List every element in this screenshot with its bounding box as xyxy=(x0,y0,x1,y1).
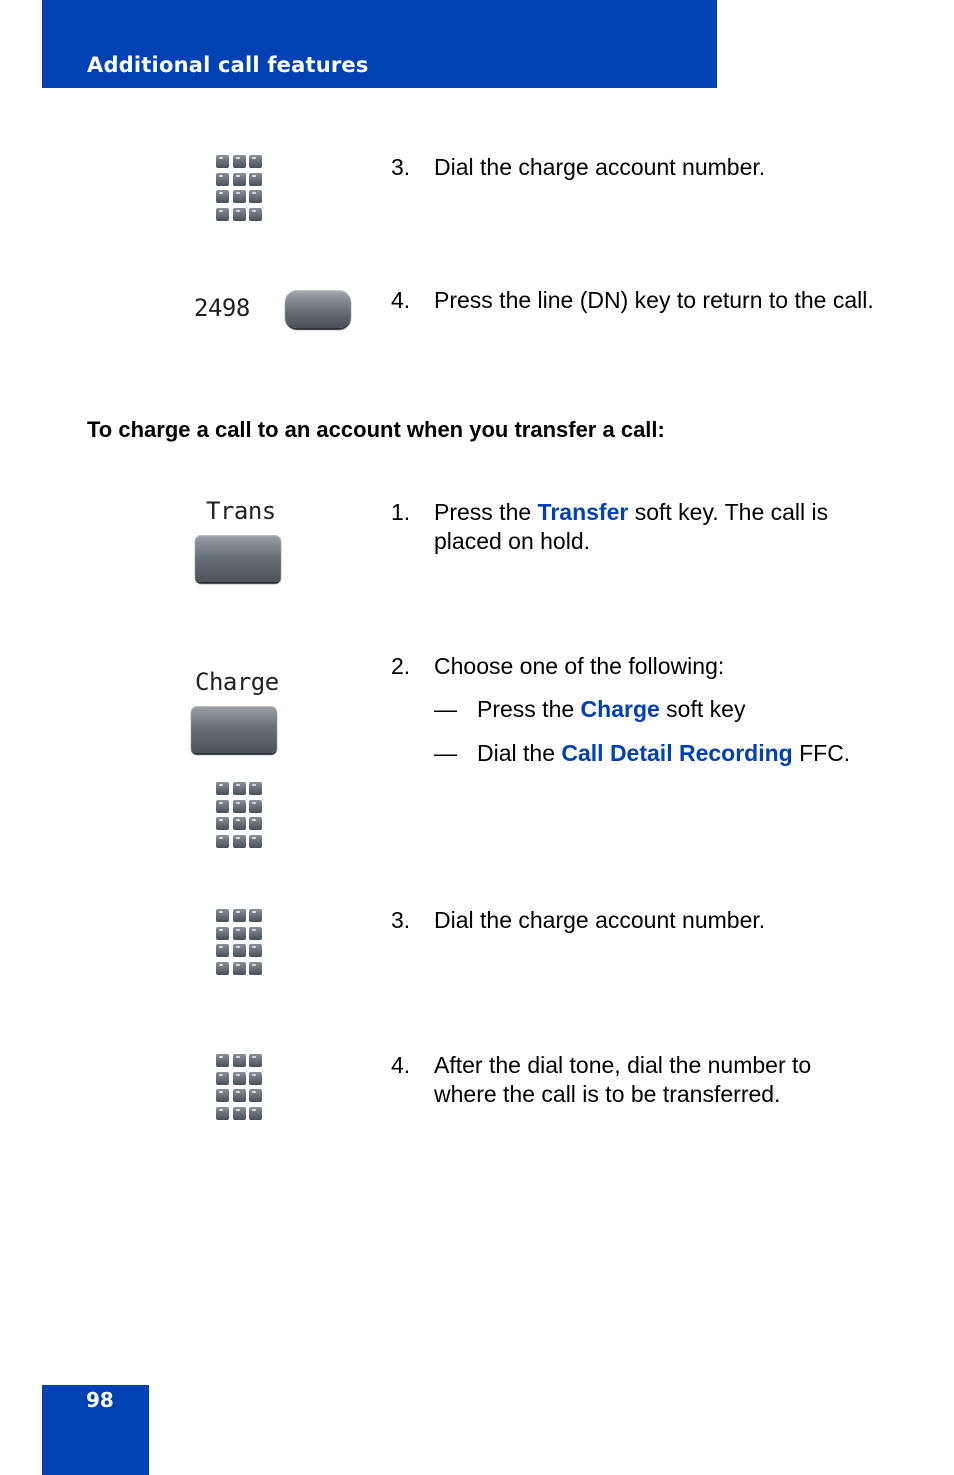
keypad-key xyxy=(249,835,262,848)
keypad-key xyxy=(233,208,246,221)
keypad-icon xyxy=(216,155,262,221)
keypad-key xyxy=(216,1107,229,1120)
keypad-key xyxy=(233,835,246,848)
page-number: 98 xyxy=(86,1388,114,1412)
step-text: Press the line (DN) key to return to the call. xyxy=(434,287,874,313)
keypad-key xyxy=(249,909,262,922)
step-text: Dial the charge account number. xyxy=(434,154,766,180)
keypad-key xyxy=(216,835,229,848)
step-text-pre: Press the xyxy=(434,499,538,525)
keypad-key xyxy=(216,1072,229,1085)
line-key-icon xyxy=(285,290,351,328)
keypad-key xyxy=(233,173,246,186)
keypad-key xyxy=(249,1054,262,1067)
keypad-key xyxy=(233,962,246,975)
step-text xyxy=(434,498,874,556)
page-number-tab xyxy=(42,1385,149,1475)
keypad-key xyxy=(216,173,229,186)
step-number: 4. xyxy=(391,287,411,313)
keypad-key xyxy=(233,944,246,957)
section-heading: To charge a call to an account when you transfer a call: xyxy=(87,417,665,442)
keypad-icon xyxy=(216,1054,262,1120)
keypad-key xyxy=(216,1054,229,1067)
step-number: 1. xyxy=(391,499,411,525)
option-text-pre: Press the xyxy=(477,696,581,722)
keypad-key xyxy=(249,817,262,830)
keypad-key xyxy=(216,962,229,975)
keypad-key xyxy=(233,782,246,795)
soft-key-icon xyxy=(191,706,277,753)
keypad-key xyxy=(233,1072,246,1085)
keypad-key xyxy=(216,190,229,203)
keypad-key xyxy=(233,1107,246,1120)
page-header-title: Additional call features xyxy=(87,53,369,77)
keypad-key xyxy=(216,944,229,957)
keypad-key xyxy=(233,1054,246,1067)
option-text-pre: Dial the xyxy=(477,740,562,766)
keypad-key xyxy=(216,817,229,830)
keypad-key xyxy=(216,782,229,795)
charge-key-name: Charge xyxy=(580,696,660,722)
softkey-label-trans: Trans xyxy=(206,497,276,525)
keypad-key xyxy=(216,909,229,922)
keypad-key xyxy=(233,1089,246,1102)
keypad-icon xyxy=(216,909,262,975)
keypad-key xyxy=(216,208,229,221)
keypad-key xyxy=(233,927,246,940)
step-number: 2. xyxy=(391,653,411,679)
step-text-post: soft key. The call is placed on hold. xyxy=(434,499,829,554)
option-text-post: FFC. xyxy=(792,740,851,766)
step-text: Choose one of the following: xyxy=(434,653,725,679)
keypad-key xyxy=(249,962,262,975)
keypad-key xyxy=(233,817,246,830)
keypad-key xyxy=(249,927,262,940)
keypad-key xyxy=(249,155,262,168)
keypad-key xyxy=(249,1072,262,1085)
step-text: After the dial tone, dial the number to where the call is to be transferred. xyxy=(434,1052,812,1107)
keypad-key xyxy=(233,155,246,168)
dn-label: 2498 xyxy=(194,294,250,322)
keypad-key xyxy=(216,1089,229,1102)
step-number: 3. xyxy=(391,154,411,180)
step-number: 3. xyxy=(391,907,411,933)
keypad-key xyxy=(249,190,262,203)
cdr-ffc-name: Call Detail Recording xyxy=(561,740,793,766)
soft-key-icon xyxy=(195,535,281,582)
keypad-key xyxy=(233,800,246,813)
keypad-key xyxy=(249,800,262,813)
step-number: 4. xyxy=(391,1052,411,1078)
keypad-key xyxy=(233,909,246,922)
option-text xyxy=(477,739,850,768)
keypad-key xyxy=(249,782,262,795)
keypad-key xyxy=(249,1107,262,1120)
option-text-post: soft key xyxy=(659,696,746,722)
step-text: Dial the charge account number. xyxy=(434,907,766,933)
keypad-icon xyxy=(216,782,262,848)
transfer-key-name: Transfer xyxy=(537,499,629,525)
option-text xyxy=(477,695,745,724)
keypad-key xyxy=(233,190,246,203)
option-dash: — xyxy=(434,696,457,722)
keypad-key xyxy=(249,1089,262,1102)
keypad-key xyxy=(216,155,229,168)
keypad-key xyxy=(249,173,262,186)
option-dash: — xyxy=(434,740,457,766)
softkey-label-charge: Charge xyxy=(195,668,279,696)
keypad-key xyxy=(216,800,229,813)
keypad-key xyxy=(249,944,262,957)
keypad-key xyxy=(216,927,229,940)
header-bar xyxy=(42,0,717,88)
keypad-key xyxy=(249,208,262,221)
